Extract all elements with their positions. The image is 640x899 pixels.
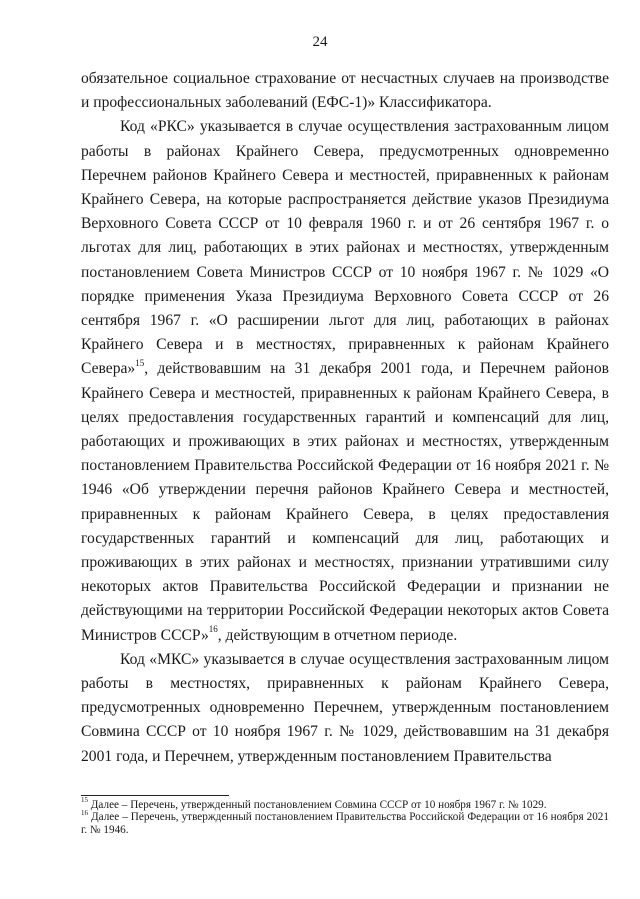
footnote-15 [81, 796, 609, 811]
footnote-text: Далее – Перечень, утвержденный постановлением Совмина СССР от 10 ноября 1967 г. № 1029. [88, 799, 547, 811]
footnote-16 [81, 808, 609, 836]
page-number: 24 [312, 34, 328, 50]
paragraph-1 [81, 67, 609, 115]
footnote-mark: 16 [81, 808, 88, 817]
paragraph-text: , действующим в отчетном периоде. [217, 626, 458, 644]
paragraph-3 [81, 648, 609, 769]
footnote-reference: 16 [208, 624, 218, 635]
footnote-text: Далее – Перечень, утвержденный постановлением Правительства Российской Федерации от 16 ноября 2021 г. № 1946. [81, 811, 609, 836]
paragraph-text: , действовавшим на 31 декабря 2001 года, и Перечнем районов Крайнего Севера и местностей, приравненных к районам Крайнего Севера, в целях предоставления государственных гарантий и компенсаций для лиц, работающих и проживающих в этих районах и местностях, утвержденным постановлением Правительства Российской Федерации от 16 ноября 2021 г. № 1946 «Об утверждении перечня районов Крайнего Севера и местностей, приравненных к районам Крайнего Севера, в целях предоставления государственных гарантий и компенсаций для лиц, работающих и проживающих в этих районах и местностях, признании утратившими силу некоторых актов Правительства Российской Федерации и признании не действующими на территории Российской Федерации некоторых актов Совета Министров СССР» [81, 360, 609, 644]
paragraph-text: Код «МКС» указывается в случае осуществления застрахованным лицом работы в местностях, приравненных к районам Крайнего Севера, предусмотренных одновременно Перечнем, утвержденным постановлением Совмина СССР от 10 ноября 1967 г. № 1029, действовавшим на 31 декабря 2001 года, и Перечнем, утвержденным постановлением Правительства [81, 650, 609, 765]
footnote-mark: 15 [81, 796, 88, 805]
footnote-separator [81, 795, 229, 796]
footnotes [81, 796, 609, 836]
paragraph-2 [81, 115, 609, 647]
body-text [81, 67, 609, 769]
paragraph-text: Код «РКС» указывается в случае осуществления застрахованным лицом работы в районах Крайнего Севера, предусмотренных одновременно Перечнем районов Крайнего Севера и местностей, приравненных к районам Крайнего Севера, на которые распространяется действие указов Президиума Верховного Совета СССР от 10 февраля 1960 г. и от 26 сентября 1967 г. о льготах для лиц, работающих в этих районах и местностях, утвержденным постановлением Совета Министров СССР от 10 ноября 1967 г. № 1029 «О порядке применения Указа Президиума Верховного Совета СССР от 26 сентября 1967 г. «О расширении льгот для лиц, работающих в районах Крайнего Севера и в местностях, приравненных к районам Крайнего Севера» [81, 118, 609, 378]
paragraph-text: обязательное социальное страхование от несчастных случаев на производстве и профессиональных заболеваний (ЕФС-1)» Классификатора. [81, 70, 609, 112]
footnote-reference: 15 [135, 358, 145, 369]
